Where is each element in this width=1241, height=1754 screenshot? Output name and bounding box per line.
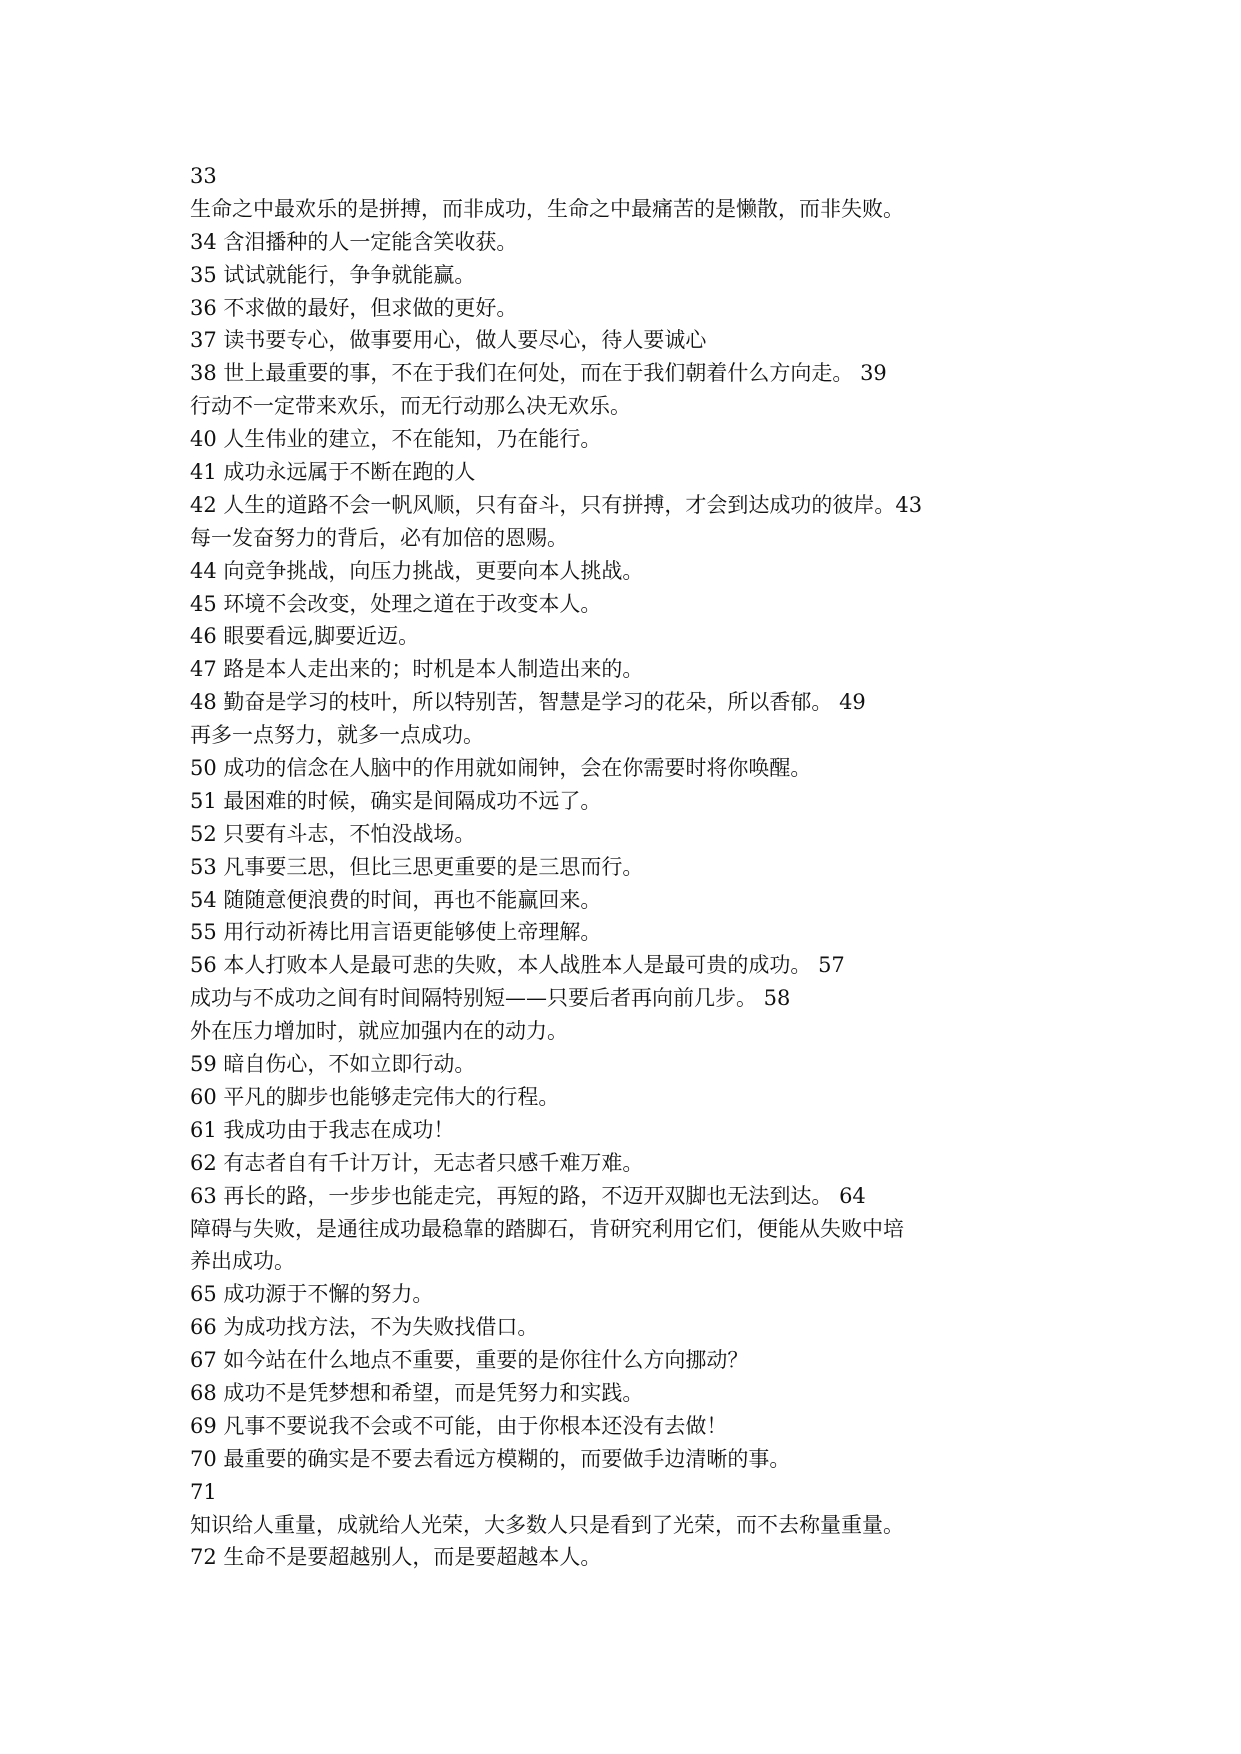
- text-line: 45 环境不会改变，处理之道在于改变本人。: [190, 591, 602, 616]
- text-line: 生命之中最欢乐的是拼搏，而非成功，生命之中最痛苦的是懒散，而非失败。: [190, 196, 904, 221]
- text-line: 40 人生伟业的建立，不在能知，乃在能行。: [190, 427, 602, 452]
- text-line: 41 成功永远属于不断在跑的人: [190, 460, 476, 485]
- text-line: 52 只要有斗志，不怕没战场。: [190, 821, 476, 846]
- text-line: 60 平凡的脚步也能够走完伟大的行程。: [190, 1084, 560, 1109]
- text-line: 行动不一定带来欢乐，而无行动那么决无欢乐。: [190, 394, 631, 419]
- text-line: 59 暗自伤心，不如立即行动。: [190, 1052, 476, 1077]
- text-line: 63 再长的路，一步步也能走完，再短的路，不迈开双脚也无法到达。 64: [190, 1183, 866, 1208]
- text-line: 70 最重要的确实是不要去看远方模糊的，而要做手边清晰的事。: [190, 1446, 791, 1471]
- text-line: 46 眼要看远,脚要近迈。: [190, 624, 420, 649]
- text-line: 障碍与失败，是通往成功最稳靠的踏脚石，肯研究利用它们，便能从失败中培: [190, 1216, 904, 1241]
- text-body: [190, 160, 1090, 1574]
- text-line: 48 勤奋是学习的枝叶，所以特别苦，智慧是学习的花朵，所以香郁。 49: [190, 690, 866, 715]
- text-line: 65 成功源于不懈的努力。: [190, 1282, 434, 1307]
- text-line: 33: [190, 164, 217, 188]
- text-line: 54 随随意便浪费的时间，再也不能赢回来。: [190, 887, 602, 912]
- text-line: 34 含泪播种的人一定能含笑收获。: [190, 229, 518, 254]
- text-line: 66 为成功找方法，不为失败找借口。: [190, 1315, 539, 1340]
- text-line: 37 读书要专心，做事要用心，做人要尽心，待人要诚心: [190, 328, 707, 353]
- text-line: 69 凡事不要说我不会或不可能，由于你根本还没有去做！: [190, 1413, 728, 1438]
- text-line: 71: [190, 1479, 217, 1504]
- text-line: 55 用行动祈祷比用言语更能够使上帝理解。: [190, 920, 602, 945]
- text-line: 知识给人重量，成就给人光荣，大多数人只是看到了光荣，而不去称量重量。: [190, 1512, 904, 1537]
- text-line: 61 我成功由于我志在成功！: [190, 1117, 455, 1142]
- text-line: 外在压力增加时，就应加强内在的动力。: [190, 1019, 568, 1044]
- text-line: 44 向竞争挑战，向压力挑战，更要向本人挑战。: [190, 558, 644, 583]
- text-line: 53 凡事要三思，但比三思更重要的是三思而行。: [190, 854, 644, 879]
- text-line: 成功与不成功之间有时间隔特别短——只要后者再向前几步。 58: [190, 986, 791, 1011]
- text-line: 72 生命不是要超越别人，而是要超越本人。: [190, 1545, 602, 1570]
- text-line: 养出成功。: [190, 1249, 295, 1274]
- text-line: 再多一点努力，就多一点成功。: [190, 723, 484, 748]
- text-line: 47 路是本人走出来的；时机是本人制造出来的。: [190, 657, 644, 682]
- text-line: 68 成功不是凭梦想和希望，而是凭努力和实践。: [190, 1380, 644, 1405]
- text-line: 62 有志者自有千计万计，无志者只感千难万难。: [190, 1150, 644, 1175]
- text-line: 38 世上最重要的事，不在于我们在何处，而在于我们朝着什么方向走。 39: [190, 361, 887, 386]
- text-line: 56 本人打败本人是最可悲的失败，本人战胜本人是最可贵的成功。 57: [190, 953, 845, 978]
- text-line: 每一发奋努力的背后，必有加倍的恩赐。: [190, 525, 568, 550]
- text-line: 67 如今站在什么地点不重要，重要的是你往什么方向挪动？: [190, 1348, 749, 1373]
- text-line: 42 人生的道路不会一帆风顺，只有奋斗，只有拼搏，才会到达成功的彼岸。43: [190, 492, 923, 517]
- text-line: 51 最困难的时候，确实是间隔成功不远了。: [190, 788, 602, 813]
- text-line: 36 不求做的最好，但求做的更好。: [190, 295, 518, 320]
- text-line: 50 成功的信念在人脑中的作用就如闹钟，会在你需要时将你唤醒。: [190, 756, 812, 781]
- text-line: 35 试试就能行，争争就能赢。: [190, 262, 476, 287]
